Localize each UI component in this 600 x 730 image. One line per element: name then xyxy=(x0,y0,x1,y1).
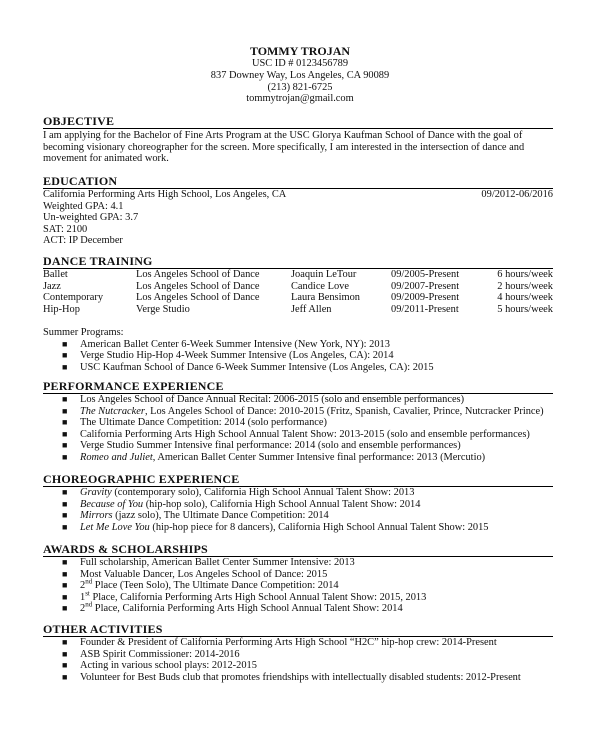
list-item: ■ Full scholarship, American Ballet Center Summer Intensive: 2013 xyxy=(62,557,355,568)
table-row xyxy=(43,292,553,304)
bullet-icon: ■ xyxy=(62,405,68,416)
bullet-icon: ■ xyxy=(62,568,68,579)
training-hours: 6 hours/week xyxy=(497,269,553,280)
list-item: ■ Because of You (hip-hop solo), California High School Annual Talent Show: 2014 xyxy=(62,498,421,510)
list-item: ■ American Ballet Center 6-Week Summer Intensive (New York, NY): 2013 xyxy=(62,338,390,350)
choreographic-section xyxy=(43,473,553,533)
training-dates: 09/2007-Present xyxy=(391,280,460,292)
bullet-icon: ■ xyxy=(62,591,68,602)
list-item: ■ Acting in various school plays: 2012-2015 xyxy=(62,660,257,671)
table-row xyxy=(43,281,553,293)
bullet-icon: ■ xyxy=(62,498,68,509)
table-row xyxy=(43,304,553,316)
list-item: ■ USC Kaufman School of Dance 6-Week Summer Intensive (Los Angeles, CA): 2015 xyxy=(62,361,434,373)
training-school: Los Angeles School of Dance xyxy=(136,269,260,280)
candidate-name: TOMMY TROJAN xyxy=(249,44,351,58)
awards-list xyxy=(43,557,553,615)
bullet-icon: ■ xyxy=(62,521,68,532)
bullet-icon: ■ xyxy=(62,510,68,520)
training-teacher: Laura Bensimon xyxy=(291,292,360,303)
bullet-icon: ■ xyxy=(62,648,68,659)
training-table xyxy=(43,269,553,315)
table-row xyxy=(43,269,553,281)
list-item: ■ California Performing Arts High School Annual Talent Show: 2013-2015 (solo and ensemble performances) xyxy=(62,428,530,440)
dance-training-section xyxy=(43,255,553,373)
performance-list xyxy=(43,394,553,463)
training-dates: 09/2005-Present xyxy=(391,269,460,280)
training-style: Hip-Hop xyxy=(43,303,80,315)
list-item: ■ 2nd Place (Teen Solo), The Ultimate Dance Competition: 2014 xyxy=(62,577,339,591)
training-teacher: Candice Love xyxy=(291,280,349,292)
list-item: ■ Los Angeles School of Dance Annual Recital: 2006-2015 (solo and ensemble performances) xyxy=(62,394,465,405)
list-item: ■ The Ultimate Dance Competition: 2014 (solo performance) xyxy=(62,417,327,428)
section-title: OBJECTIVE xyxy=(43,115,553,129)
bullet-icon: ■ xyxy=(62,671,68,682)
bullet-icon: ■ xyxy=(62,417,68,427)
section-title: EDUCATION xyxy=(43,175,553,189)
candidate-id: USC ID # 0123456789 xyxy=(251,58,349,69)
training-school: Verge Studio xyxy=(136,303,190,315)
bullet-icon: ■ xyxy=(62,487,68,497)
section-title: PERFORMANCE EXPERIENCE xyxy=(43,380,553,394)
training-style: Ballet xyxy=(43,269,68,280)
bullet-icon: ■ xyxy=(62,451,68,462)
list-item: ■ Verge Studio Summer Intensive final performance: 2014 (solo and ensemble performances) xyxy=(62,440,461,451)
school-dates: 09/2012-06/2016 xyxy=(481,189,553,200)
list-item: ■ Most Valuable Dancer, Los Angeles School of Dance: 2015 xyxy=(62,568,328,580)
education-section xyxy=(43,175,553,247)
education-detail: SAT: 2100 xyxy=(43,223,88,235)
section-title: DANCE TRAINING xyxy=(43,255,553,269)
list-item: ■ ASB Spirit Commissioner: 2014-2016 xyxy=(62,648,240,660)
bullet-icon: ■ xyxy=(62,557,68,567)
list-item: ■ Gravity (contemporary solo), California High School Annual Talent Show: 2013 xyxy=(62,487,415,498)
choreographic-list xyxy=(43,487,553,533)
objective-text: I am applying for the Bachelor of Fine Arts Program at the USC Glorya Kaufman School of Dance with the goal of becoming visionary choreographer for the screen. More specifically, I am interested in the intersection of dance and movement for animated work. xyxy=(43,130,525,164)
bullet-icon: ■ xyxy=(62,603,68,613)
awards-section xyxy=(43,543,553,615)
summer-programs-list xyxy=(43,339,553,374)
training-hours: 4 hours/week xyxy=(497,292,553,303)
education-school-row xyxy=(43,189,553,201)
list-item: ■ The Nutcracker, Los Angeles School of Dance: 2010-2015 (Fritz, Spanish, Cavalier, Prince, Nutcracker Prince) xyxy=(62,405,544,417)
bullet-icon: ■ xyxy=(62,361,68,372)
activities-section xyxy=(43,623,553,683)
list-item: ■ Romeo and Juliet, American Ballet Center Summer Intensive final performance: 2013 (Mercutio) xyxy=(62,451,486,463)
education-detail: Weighted GPA: 4.1 xyxy=(43,200,124,212)
list-item: ■ Let Me Love You (hip-hop piece for 8 dancers), California High School Annual Talent Show: 2015 xyxy=(62,521,489,533)
activities-list xyxy=(43,637,553,683)
training-dates: 09/2009-Present xyxy=(391,292,460,303)
training-dates: 09/2011-Present xyxy=(391,303,459,315)
bullet-icon: ■ xyxy=(62,637,68,647)
list-item: ■ Volunteer for Best Buds club that promotes friendships with intellectually disabled students: 2012-Present xyxy=(62,671,521,683)
training-school: Los Angeles School of Dance xyxy=(136,292,260,303)
education-detail: Un-weighted GPA: 3.7 xyxy=(43,212,139,224)
section-title: CHOREOGRAPHIC EXPERIENCE xyxy=(43,473,553,487)
bullet-icon: ■ xyxy=(62,440,68,450)
summer-programs-label: Summer Programs: xyxy=(43,327,124,338)
list-item: ■ Mirrors (jazz solo), The Ultimate Dance Competition: 2014 xyxy=(62,510,329,521)
bullet-icon: ■ xyxy=(62,338,68,349)
training-hours: 2 hours/week xyxy=(497,280,553,292)
candidate-email: tommytrojan@gmail.com xyxy=(246,93,354,105)
section-title: OTHER ACTIVITIES xyxy=(43,623,553,637)
list-item: ■ Founder & President of California Performing Arts High School “H2C” hip-hop crew: 2014-Present xyxy=(62,637,497,648)
bullet-icon: ■ xyxy=(62,428,68,439)
list-item: ■ 2nd Place, California Performing Arts High School Annual Talent Show: 2014 xyxy=(62,600,403,614)
objective-section xyxy=(43,115,553,165)
bullet-icon: ■ xyxy=(62,580,68,590)
bullet-icon: ■ xyxy=(62,394,68,404)
bullet-icon: ■ xyxy=(62,350,68,361)
training-teacher: Joaquin LeTour xyxy=(291,269,357,280)
school-name: California Performing Arts High School, Los Angeles, CA xyxy=(43,189,287,200)
candidate-phone: (213) 821-6725 xyxy=(267,81,333,93)
performance-section xyxy=(43,380,553,463)
section-title: AWARDS & SCHOLARSHIPS xyxy=(43,543,553,557)
resume-header xyxy=(0,44,600,105)
bullet-icon: ■ xyxy=(62,660,68,670)
candidate-address: 837 Downey Way, Los Angeles, CA 90089 xyxy=(210,69,390,81)
training-style: Jazz xyxy=(43,280,61,292)
training-hours: 5 hours/week xyxy=(497,303,553,315)
training-style: Contemporary xyxy=(43,292,104,303)
list-item: ■ 1st Place, California Performing Arts High School Annual Talent Show: 2015, 2013 xyxy=(62,589,427,603)
training-teacher: Jeff Allen xyxy=(291,303,332,315)
training-school: Los Angeles School of Dance xyxy=(136,280,260,292)
education-detail: ACT: IP December xyxy=(43,235,123,247)
list-item: ■ Verge Studio Hip-Hop 4-Week Summer Intensive (Los Angeles, CA): 2014 xyxy=(62,350,394,362)
